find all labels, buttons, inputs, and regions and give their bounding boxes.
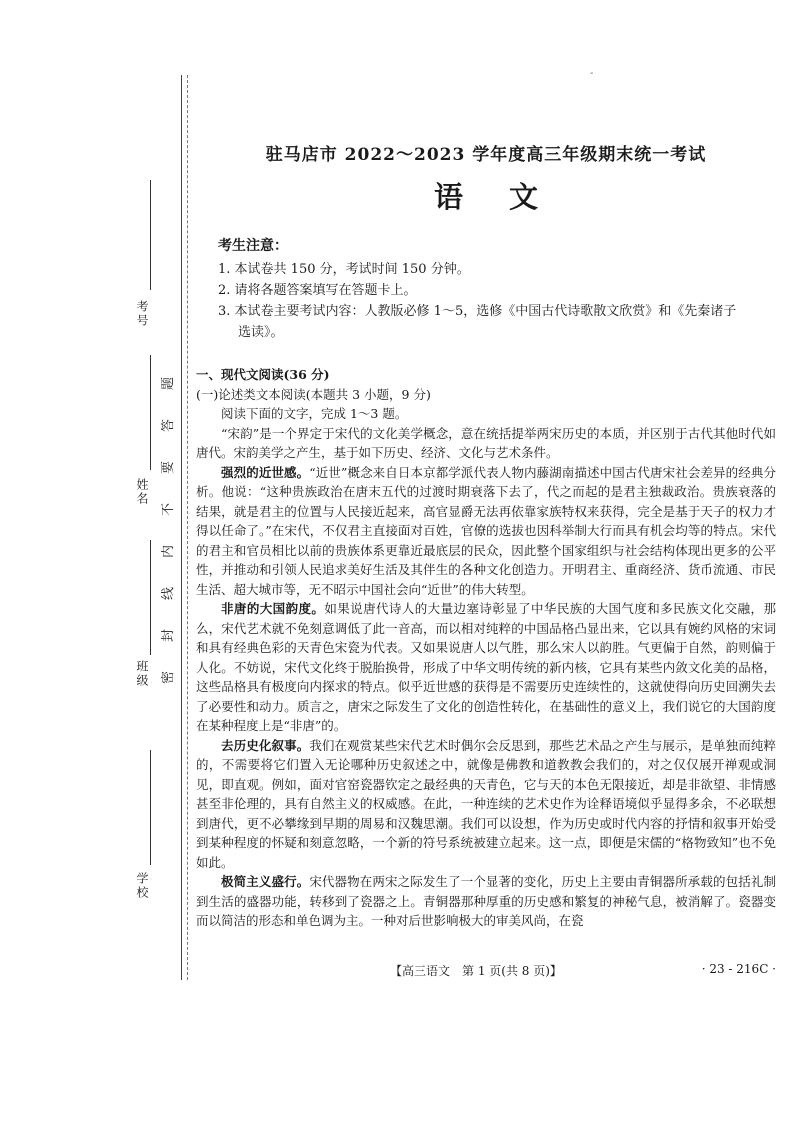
notice-item: 选读》。 [238, 325, 284, 340]
paragraph [196, 424, 776, 463]
page-number: 【高三语文 第 1 页(共 8 页)】 [390, 964, 562, 978]
section-subtitle: (一)论述类文本阅读(本题共 3 小题，9 分) [196, 386, 431, 402]
seal-char: 题 [161, 376, 177, 391]
seal-char: 要 [161, 460, 177, 475]
binding-solid-line [181, 75, 182, 980]
seal-char: 密 [161, 670, 177, 685]
seal-char: 内 [161, 544, 177, 559]
notice-title: 考生注意： [218, 238, 288, 254]
paragraph-lead: 强烈的近世感。 [221, 464, 310, 480]
notice-item: 3. 本试卷主要考试内容：人教版必修 1～5，选修《中国古代诗歌散文欣赏》和《先秦诸子 [218, 304, 737, 319]
paragraph-lead: 极简主义盛行。 [221, 874, 310, 889]
page-mark: - [590, 68, 594, 79]
notice-item: 1. 本试卷共 150 分，考试时间 150 分钟。 [218, 262, 470, 277]
paragraph-text: 如果说唐代诗人的大量边塞诗彰显了中华民族的大国气度和多民族文化交融，那么，宋代艺术就不免刻意调低了此一音高，而以相对纯粹的中国品格凸显出来，它以具有婉约风格的宋词和具有经典色彩的天青色宋瓷为代表。又如果说唐人以气胜，那么宋人以韵胜。气更偏于自然，韵则偏于人化。不妨说，宋代文化终于脱胎换骨，形成了中华文明传统的新内核，它具有某些内敛文化美的品格，这些品格具有极度向内探求的特点。似乎近世感的获得是不需要历史连续性的，这就使得向历史回溯失去了必要性和动力。质言之，唐宋之际发生了文化的创造性转化，在基础性的意义上，我们说它的大国韵度在某种程度上是“非唐”的。 [196, 601, 776, 733]
notice-item: 2. 请将各题答案填写在答题卡上。 [218, 283, 417, 298]
seal-char: 线 [161, 586, 177, 601]
name-line [150, 355, 151, 470]
reading-section [196, 365, 776, 931]
school-line [150, 750, 151, 865]
class-line [150, 540, 151, 655]
paragraph-lead: 非唐的大国韵度。 [221, 601, 325, 616]
paragraph-text: 宋代器物在两宋之际发生了一个显著的变化，历史上主要由青铜器所承载的包括礼制到生活的盛器功能，转移到了瓷器之上。青铜器那种厚重的历史感和繁复的神秘气息，被消解了。瓷器变而以简洁的形态和单色调为主。一种对后世影响极大的审美风尚，在瓷 [196, 874, 776, 928]
exam-number-label: 考号 [135, 300, 149, 328]
paragraph-text: “宋韵”是一个界定于宋代的文化美学概念，意在统括提举两宋历史的本质，并区别于古代其他时代如唐代。宋韵美学之产生，基于如下历史、经济、文化与艺术条件。 [196, 425, 776, 460]
seal-char: 答 [161, 418, 177, 433]
paragraph [196, 463, 776, 600]
subject-title: 语文 [433, 180, 584, 214]
name-label: 姓名 [135, 478, 149, 506]
binding-dashed-line [187, 75, 188, 980]
binding-strip [0, 0, 195, 1132]
paragraph-text: 我们在观赏某些宋代艺术时偶尔会反思到，那些艺术品之产生与展示，是单独而纯粹的，不需要将它们置入无论哪种历史叙述之中，就像是佛教和道教教会我们的，对之仅仅展开禅观或洞见，即直观。例如，面对官窑瓷器钦定之最经典的天青色，它与天的本色无限接近，却是非欲望、非情感甚至非伦理的，具有自然主义的权威感。在此，一种连续的艺术史作为诠释语境似乎显得多余，不必联想到唐代，更不必攀缘到早期的周易和汉魏思潮。我们可以设想，作为历史或时代内容的抒情和叙事开始受到某种程度的怀疑和刻意忽略，一个新的符号系统被建立起来。这一点，即便是宋儒的“格物致知”也不免如此。 [196, 737, 776, 870]
exam-title: 驻马店市 2022～2023 学年度高三年级期末统一考试 [265, 145, 707, 165]
school-label: 学校 [135, 872, 149, 900]
seal-char: 封 [161, 628, 177, 643]
exam-page [196, 140, 776, 931]
exam-number-line [150, 180, 151, 290]
instruction: 阅读下面的文字，完成 1～3 题。 [221, 406, 408, 421]
paragraph [196, 872, 776, 931]
seal-char: 不 [161, 502, 177, 517]
paper-code: · 23 - 216C · [701, 962, 776, 976]
section-title: 一、现代文阅读(36 分) [196, 367, 330, 382]
paragraph-lead: 去历史化叙事。 [221, 737, 310, 753]
notice-box [218, 236, 776, 343]
paragraph-text: “近世”概念来自日本京都学派代表人物内藤湖南描述中国古代唐宋社会差异的经典分析。他说：“这种贵族政治在唐末五代的过渡时期衰落下去了，代之而起的是君主独裁政治。贵族衰落的结果，就是君主的位置与人民接近起来，高官显爵无法再依靠家族特权来获得，完全是基于天子的权力才得以任命了。”在宋代，不仅君主直接面对百姓，官僚的选拔也因科举制大行而具有机会均等的特点。宋代的君主和官员相比以前的贵族体系更靠近最底层的民众，因此整个国家组织与社会结构体现出更多的公平性，并推动和引领人民追求美好生活及其伴生的各种文化创造力。开明君主、重商经济、货币流通、市民生活、超大城市等，无不昭示中国社会向“近世”的伟大转型。 [196, 464, 776, 597]
paragraph [196, 736, 776, 873]
paragraph [196, 599, 776, 736]
class-label: 班级 [135, 660, 149, 688]
